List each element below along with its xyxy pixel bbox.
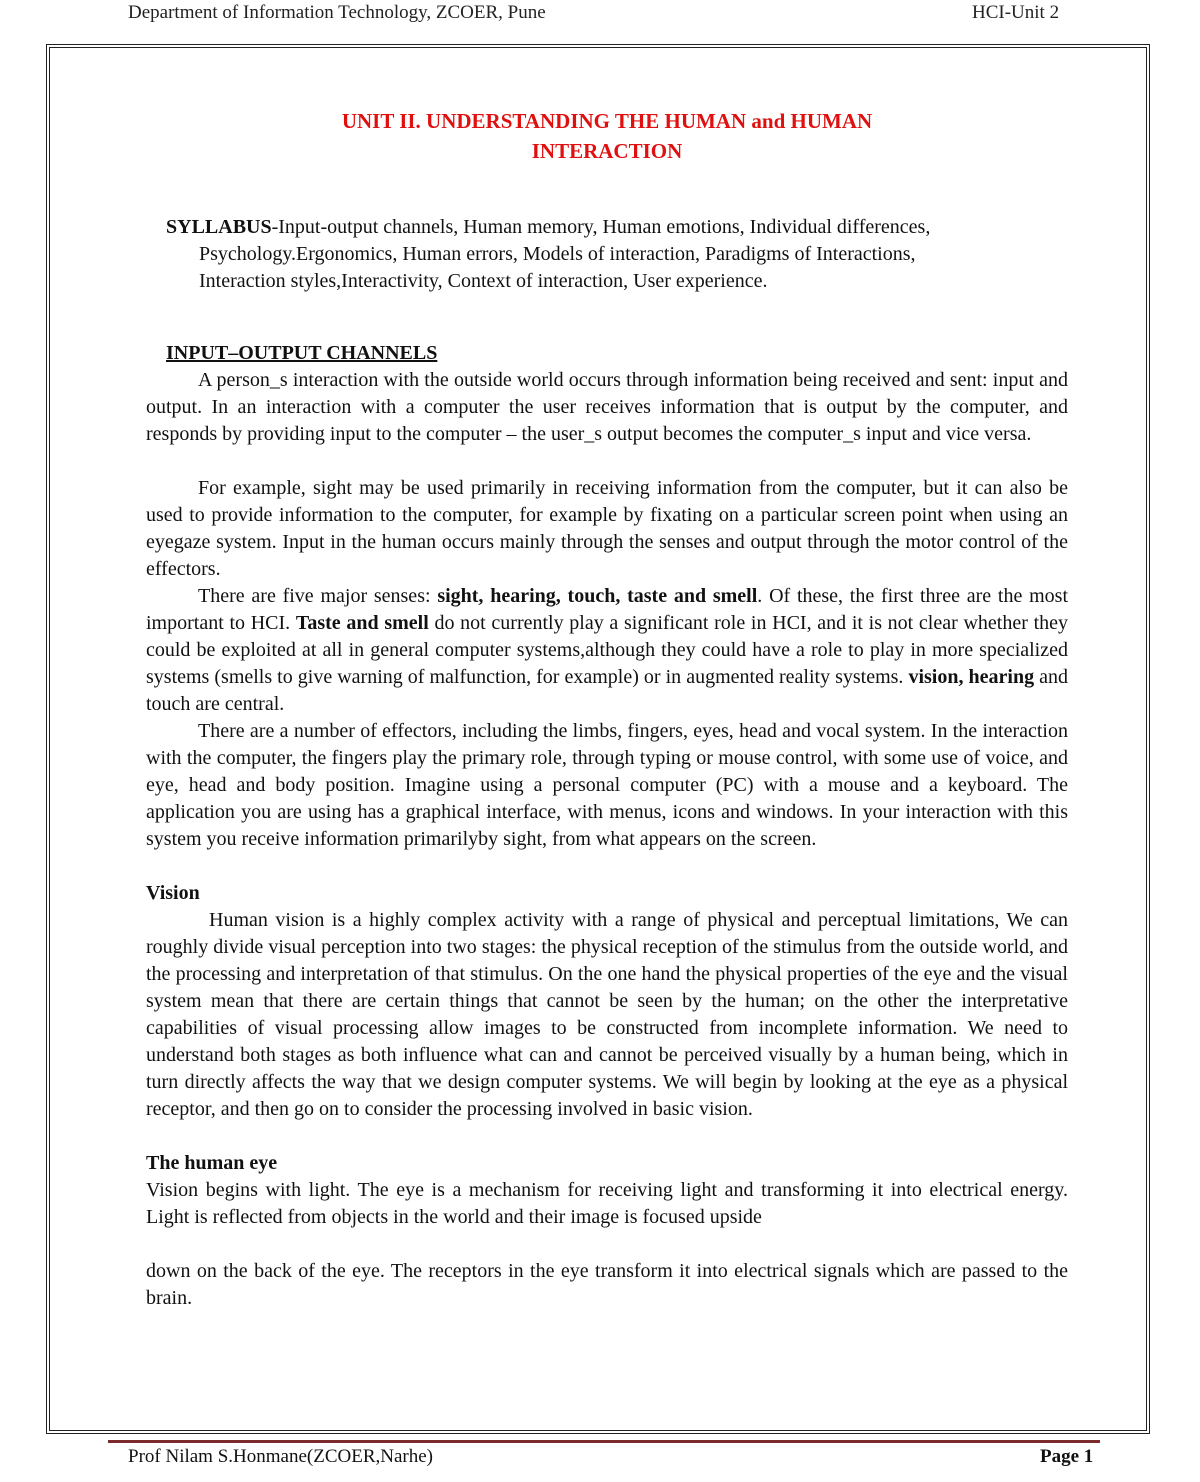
- syllabus: [146, 214, 1068, 295]
- footer-page-number: Page 1: [1040, 1446, 1094, 1467]
- io-p3-text-c: . Of these, the first three are the most important to HCI.: [146, 585, 1069, 634]
- page-frame: [46, 44, 1150, 1434]
- io-paragraph-4: There are a number of effectors, including the limbs, fingers, eyes, head and vocal system. In the interaction with the computer, the fingers play the primary role, through typing or mouse control, with some use of voice, and eye, head and body position. Imagine using a personal computer (PC) with a mouse and a keyboard. The application you are using has a graphical interface, with menus, icons and windows. In your interaction with this system you receive information primarilyby sight, from what appears on the screen.: [146, 720, 1068, 850]
- io-paragraph-2: For example, sight may be used primarily in receiving information from the computer, but it can also be used to provide information to the computer, for example by fixating on a particular screen point when using an eyegaze system. Input in the human occurs mainly through the senses and output through the motor control of the effectors.: [146, 477, 1068, 580]
- page-content: [146, 106, 1068, 1312]
- footer-author: Prof Nilam S.Honmane(ZCOER,Narhe): [128, 1446, 433, 1467]
- syllabus-line2: Psychology.Ergonomics, Human errors, Models of interaction, Paradigms of Interactions,: [199, 243, 916, 265]
- header-department: Department of Information Technology, ZCOER, Pune: [128, 2, 546, 23]
- eye-paragraph-2: down on the back of the eye. The receptors in the eye transform it into electrical signals which are passed to the brain.: [146, 1260, 1068, 1309]
- io-p3-text-e: do not currently play a significant role in HCI, and it is not clear whether they could be exploited at all in general computer systems,although they could have a role to play in more specialized systems (smells to give warning of malfunction, for example) or in augmented reality systems.: [146, 612, 1069, 688]
- io-p3-bold-taste: Taste and smell: [295, 612, 429, 634]
- io-p3-bold-vision: vision, hearing: [908, 666, 1035, 688]
- eye-paragraph-1: Vision begins with light. The eye is a mechanism for receiving light and transforming it into electrical energy. Light is reflected from objects in the world and their image is focused upside: [146, 1179, 1068, 1228]
- io-paragraph-1: A person_s interaction with the outside world occurs through information being received and sent: input and output. In an interaction with a computer the user receives information that is output by the computer, and responds by providing input to the computer – the user_s output becomes the computer_s input and vice versa.: [146, 369, 1068, 445]
- footer-rule: [108, 1440, 1100, 1443]
- unit-title-line1: UNIT II. UNDERSTANDING THE HUMAN and HUMAN: [341, 109, 873, 133]
- syllabus-line1: -Input-output channels, Human memory, Human emotions, Individual differences,: [271, 216, 931, 238]
- io-paragraph-3: [146, 583, 1068, 718]
- unit-title: [146, 106, 1068, 166]
- section-heading-vision: Vision: [146, 882, 200, 904]
- vision-paragraph-1: Human vision is a highly complex activity with a range of physical and perceptual limitations, We can roughly divide visual perception into two stages: the physical reception of the stimulus from the outside world, and the processing and interpretation of that stimulus. On the one hand the physical properties of the eye and the visual system mean that there are certain things that cannot be seen by the human; on the other the interpretative capabilities of visual processing allow images to be constructed from incomplete information. We need to understand both stages as both influence what can and cannot be perceived visually by a human being, which in turn directly affects the way that we design computer systems. We will begin by looking at the eye as a physical receptor, and then go on to consider the processing involved in basic vision.: [146, 909, 1068, 1120]
- syllabus-label: SYLLABUS: [166, 216, 272, 238]
- section-heading-eye: The human eye: [146, 1152, 278, 1174]
- io-p3-text-g: and touch are central.: [146, 666, 1068, 715]
- unit-title-line2: INTERACTION: [531, 139, 683, 163]
- io-p3-bold-senses: sight, hearing, touch, taste and smell: [437, 585, 758, 607]
- section-heading-io: INPUT–OUTPUT CHANNELS: [166, 342, 438, 364]
- header-unit: HCI-Unit 2: [972, 2, 1060, 23]
- io-p3-text-a: There are five major senses:: [198, 585, 438, 607]
- syllabus-line3: Interaction styles,Interactivity, Context of interaction, User experience.: [199, 270, 768, 292]
